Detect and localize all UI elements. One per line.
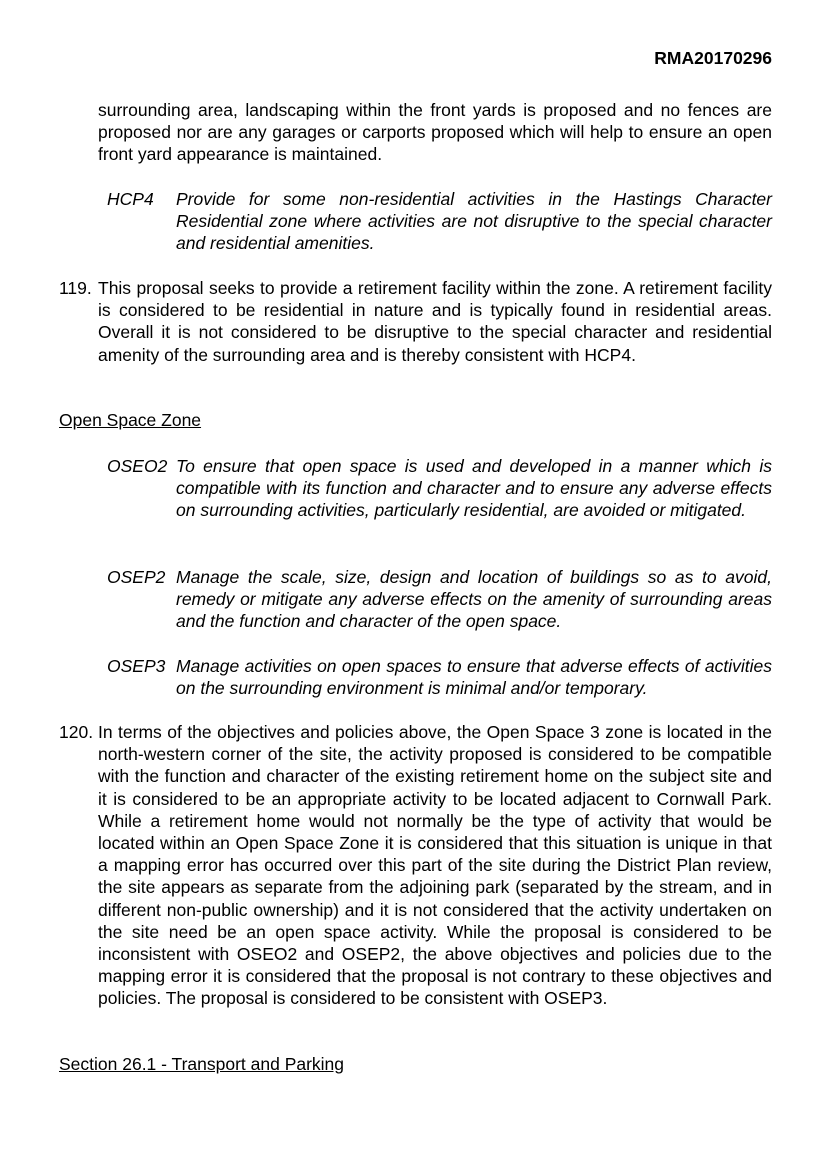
paragraph-number: 119. (59, 278, 92, 298)
paragraph-text: In terms of the objectives and policies above, the Open Space 3 zone is located in the north-western corner of the site, the activity proposed is considered to be compatible with the function and character of the existing retirement home on the subject site and it is considered to be an appropriate activity to be located adjacent to Cornwall Park. While a retirement home would not normally be the type of activity that would be located within an Open Space Zone it is considered that this situation is unique in that a mapping error has occurred over this part of the site during the District Plan review, the site appears as separate from the adjoining park (separated by the stream, and in different non-public ownership) and it is not considered that the activity undertaken on the site need be an open space activity. While the proposal is considered to be inconsistent with OSEO2 and OSEP2, the above objectives and policies due to the mapping error it is considered that the proposal is not contrary to these objectives and policies. The proposal is considered to be consistent with OSEP3. (98, 722, 772, 1009)
policy-oseo2 (107, 455, 772, 522)
policy-osep3 (107, 655, 772, 699)
policy-code: HCP4 (107, 189, 154, 209)
policy-code: OSEP3 (107, 656, 166, 676)
section-heading-transport: Section 26.1 - Transport and Parking (59, 1054, 345, 1074)
policy-code: OSEO2 (107, 456, 168, 476)
policy-osep2 (107, 566, 772, 633)
policy-text: Manage activities on open spaces to ensure that adverse effects of activities on the surrounding environment is minimal and/or temporary. (176, 656, 772, 699)
continuation-paragraph: surrounding area, landscaping within the front yards is proposed and no fences are proposed nor are any garages or carports proposed which will help to ensure an open front yard appearance is maintained. (98, 100, 772, 165)
policy-text: To ensure that open space is used and developed in a manner which is compatible with its function and character and to ensure any adverse effects on surrounding activities, particularly residential, are avoided or mitigated. (176, 456, 772, 521)
policy-text: Manage the scale, size, design and location of buildings so as to avoid, remedy or mitigate any adverse effects on the amenity of surrounding areas and the function and character of the open space. (176, 567, 772, 632)
paragraph-text: This proposal seeks to provide a retirement facility within the zone. A retirement facility is considered to be residential in nature and is typically found in residential areas. Overall it is not considered to be disruptive to the special character and residential amenity of the surrounding area and is thereby consistent with HCP4. (98, 278, 772, 365)
policy-code: OSEP2 (107, 567, 166, 587)
paragraph-number: 120. (59, 722, 94, 742)
policy-hcp4 (107, 188, 772, 255)
paragraph-119 (59, 277, 772, 366)
policy-text: Provide for some non-residential activities in the Hastings Character Residential zone where activities are not disruptive to the special character and residential amenities. (176, 189, 772, 254)
document-reference: RMA20170296 (654, 48, 772, 68)
paragraph-120 (59, 721, 772, 1010)
section-heading-open-space: Open Space Zone (59, 410, 202, 430)
